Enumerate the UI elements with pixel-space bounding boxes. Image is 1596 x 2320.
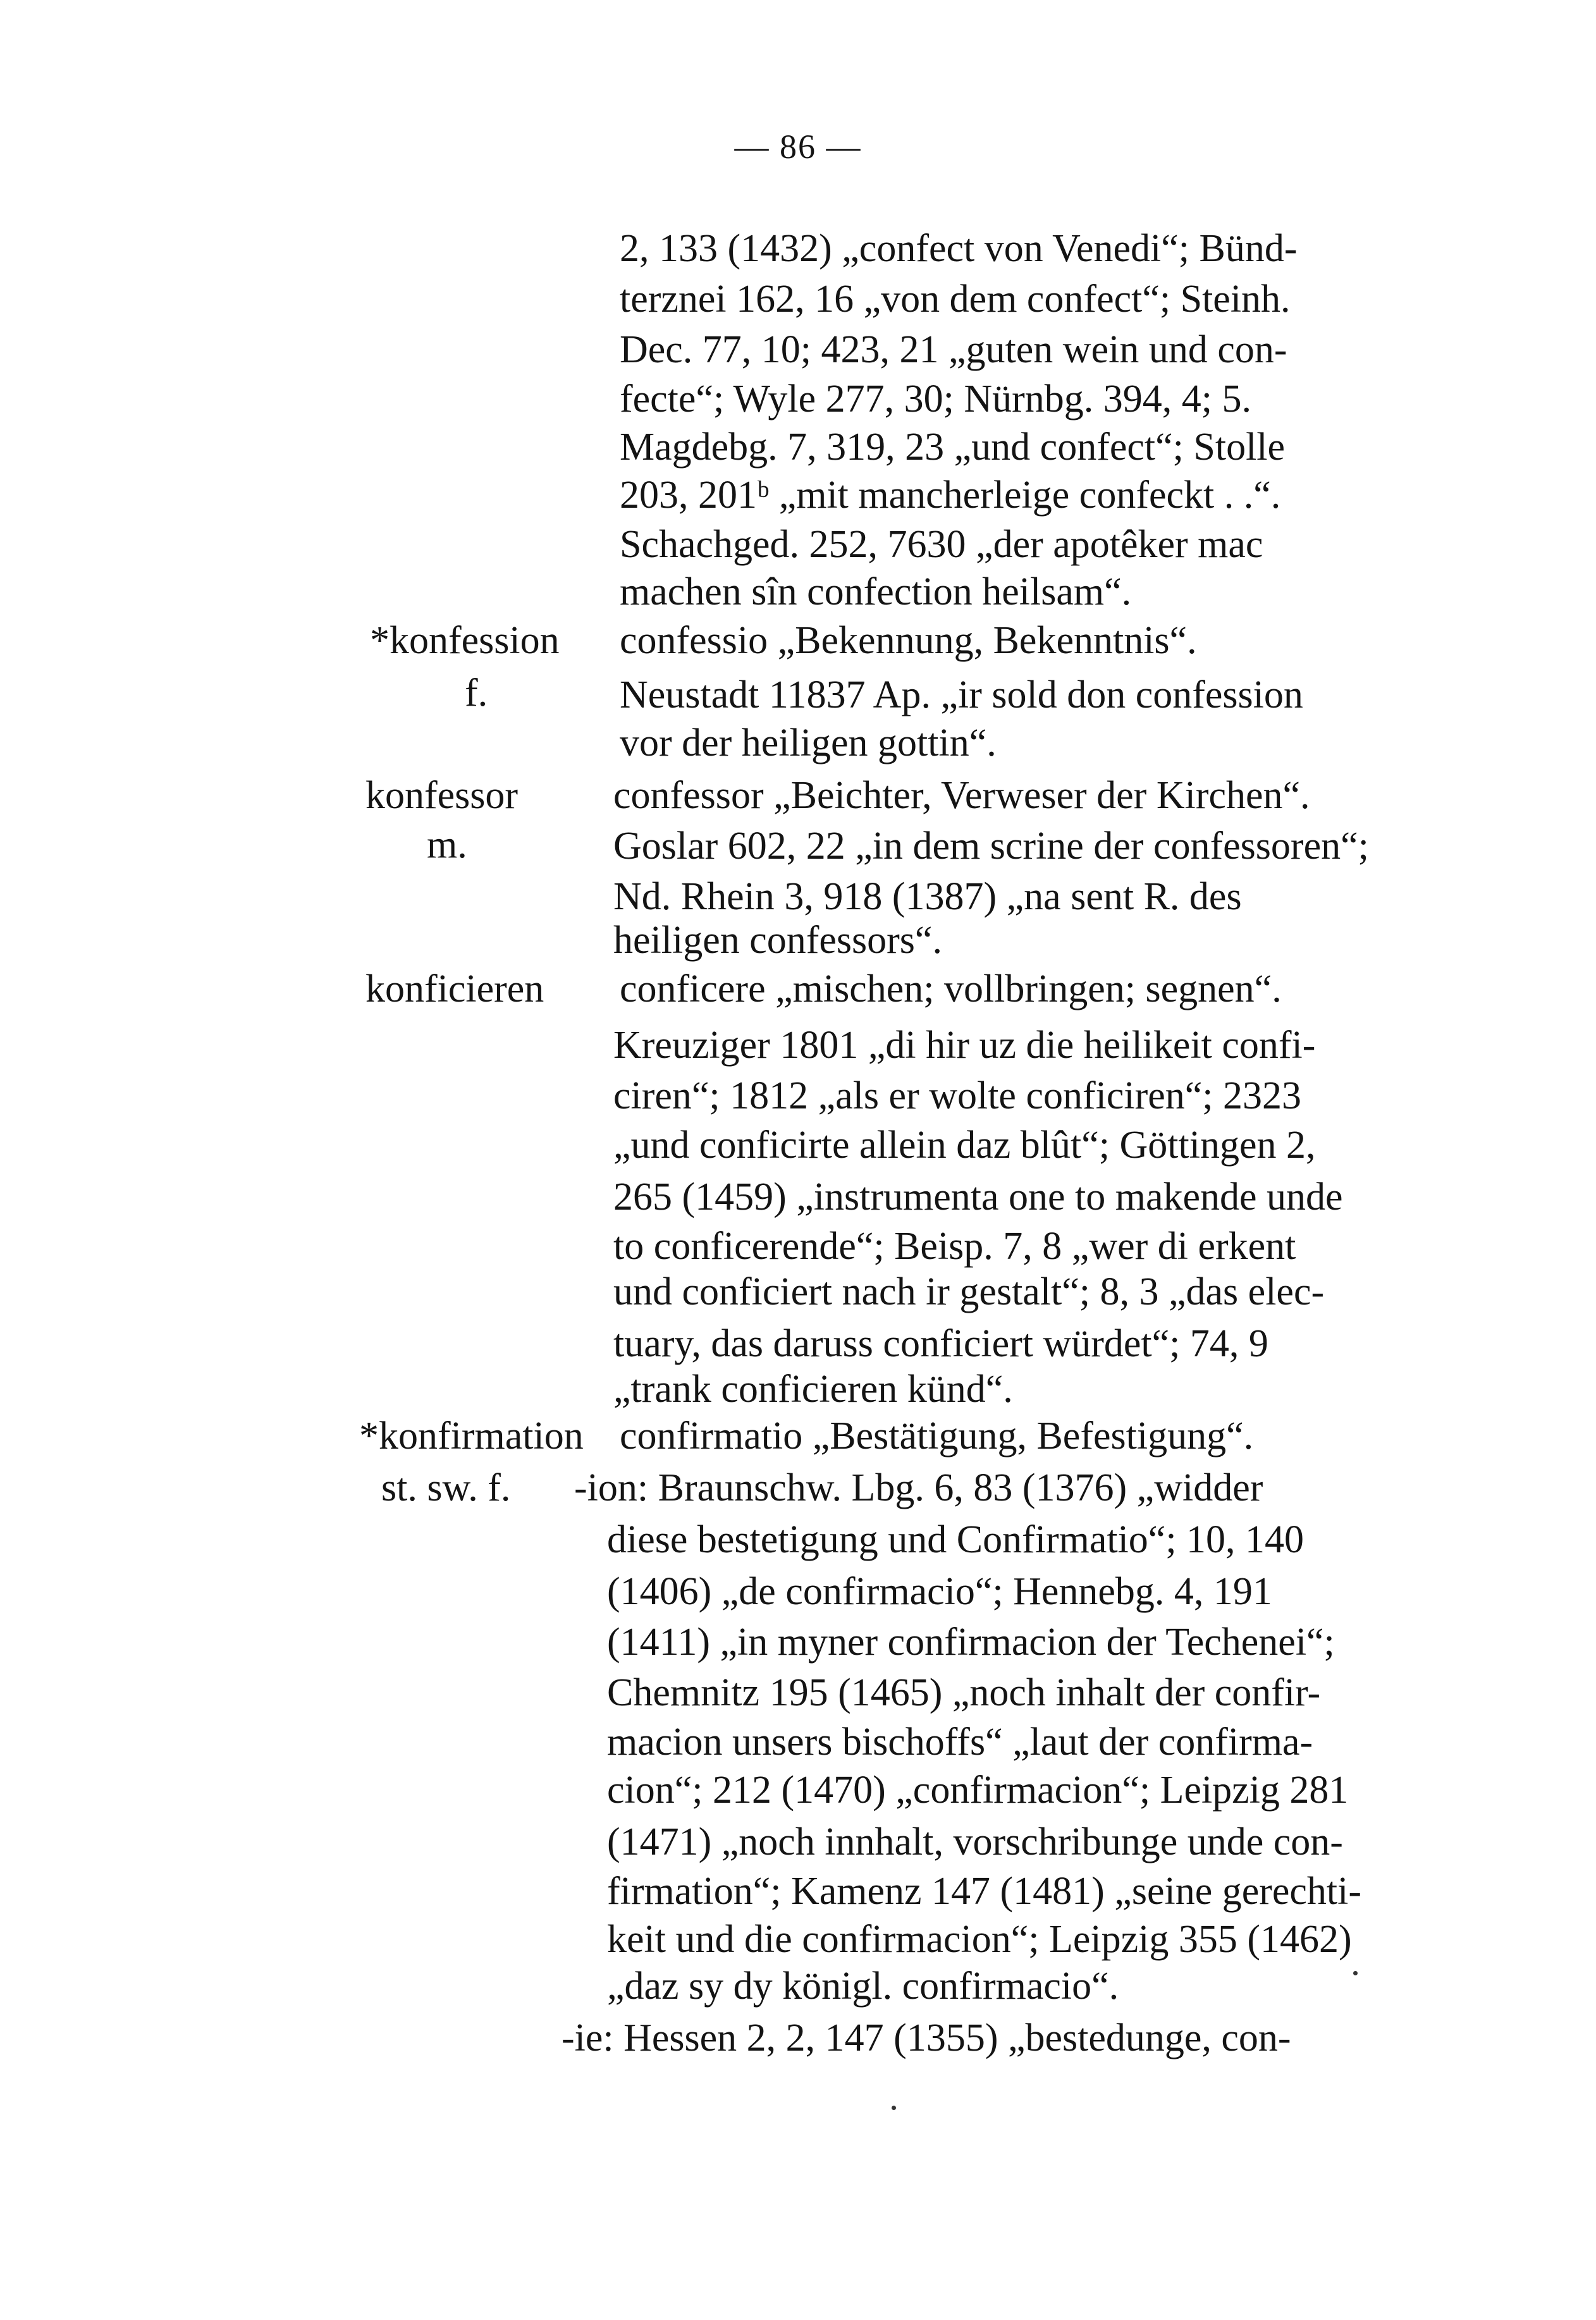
lemma-konfessor: konfessor: [365, 774, 519, 817]
lemma-gender-f: f.: [465, 672, 488, 715]
text-line: 2, 133 (1432) „confect von Venedi“; Bünd-: [620, 227, 1298, 270]
text-line: confirmatio „Bestätigung, Befestigung“.: [620, 1415, 1254, 1458]
text-line: to conficerende“; Beisp. 7, 8 „wer di erkent: [613, 1225, 1296, 1268]
text-line: vor der heiligen gottin“.: [620, 721, 997, 764]
text-line: Magdebg. 7, 319, 23 „und confect“; Stolle: [620, 426, 1286, 469]
text-line: -ion: Braunschw. Lbg. 6, 83 (1376) „widder: [574, 1466, 1263, 1509]
text-line: (1471) „noch innhalt, vorschribunge unde con-: [607, 1820, 1343, 1863]
text-line: -ie: Hessen 2, 2, 147 (1355) „bestedunge, con-: [562, 2016, 1291, 2059]
lemma-gender-st-sw-f: st. sw. f.: [381, 1466, 511, 1509]
page-number: — 86 —: [734, 128, 862, 166]
print-speck: [1353, 1971, 1358, 1975]
text-line: 203, 201ᵇ „mit mancherleige confeckt . .“.: [620, 474, 1281, 517]
text-line: confessio „Bekennung, Bekenntnis“.: [620, 619, 1197, 662]
text-line: Dec. 77, 10; 423, 21 „guten wein und con-: [620, 328, 1287, 371]
text-line: firmation“; Kamenz 147 (1481) „seine gerechti-: [607, 1870, 1362, 1913]
text-line: (1406) „de confirmacio“; Hennebg. 4, 191: [607, 1570, 1272, 1613]
text-line: ciren“; 1812 „als er wolte conficiren“; 2323: [613, 1074, 1301, 1117]
text-line: tuary, das daruss conficiert würdet“; 74, 9: [613, 1322, 1268, 1365]
text-line: „und conficirte allein daz blût“; Göttingen 2,: [613, 1124, 1316, 1167]
text-line: heiligen confessors“.: [613, 919, 942, 962]
text-line: Chemnitz 195 (1465) „noch inhalt der confir-: [607, 1671, 1321, 1714]
text-line: confessor „Beichter, Verweser der Kirchen“.: [613, 774, 1310, 817]
text-line: Neustadt 11837 Ap. „ir sold don confession: [620, 673, 1303, 716]
print-speck: [892, 2106, 896, 2110]
lemma-konfession: *konfession: [370, 619, 560, 662]
text-line: cion“; 212 (1470) „confirmacion“; Leipzig 281: [607, 1769, 1349, 1812]
text-line: Kreuziger 1801 „di hir uz die heilikeit confi-: [613, 1024, 1316, 1067]
text-line: und conficiert nach ir gestalt“; 8, 3 „das elec-: [613, 1270, 1325, 1313]
text-line: „trank conficieren künd“.: [613, 1368, 1013, 1411]
text-line: conficere „mischen; vollbringen; segnen“.: [620, 967, 1282, 1010]
text-line: keit und die confirmacion“; Leipzig 355 (1462): [607, 1918, 1352, 1961]
lemma-konfirmation: *konfirmation: [359, 1415, 584, 1458]
lemma-gender-m: m.: [427, 823, 467, 866]
text-line: Schachged. 252, 7630 „der apotêker mac: [620, 523, 1263, 566]
text-line: „daz sy dy königl. confirmacio“.: [607, 1965, 1119, 2008]
text-line: fecte“; Wyle 277, 30; Nürnbg. 394, 4; 5.: [620, 377, 1251, 420]
text-line: 265 (1459) „instrumenta one to makende unde: [613, 1175, 1343, 1218]
text-line: terznei 162, 16 „von dem confect“; Steinh.: [620, 278, 1291, 321]
text-line: Nd. Rhein 3, 918 (1387) „na sent R. des: [613, 875, 1242, 918]
text-line: (1411) „in myner confirmacion der Techenei“;: [607, 1621, 1335, 1664]
text-line: Goslar 602, 22 „in dem scrine der confessoren“;: [613, 825, 1369, 868]
lemma-konficieren: konficieren: [365, 967, 544, 1010]
text-line: machen sîn confection heilsam“.: [620, 570, 1132, 613]
text-line: macion unsers bischoffs“ „laut der confirma-: [607, 1721, 1313, 1764]
text-line: diese bestetigung und Confirmatio“; 10, 140: [607, 1518, 1304, 1561]
